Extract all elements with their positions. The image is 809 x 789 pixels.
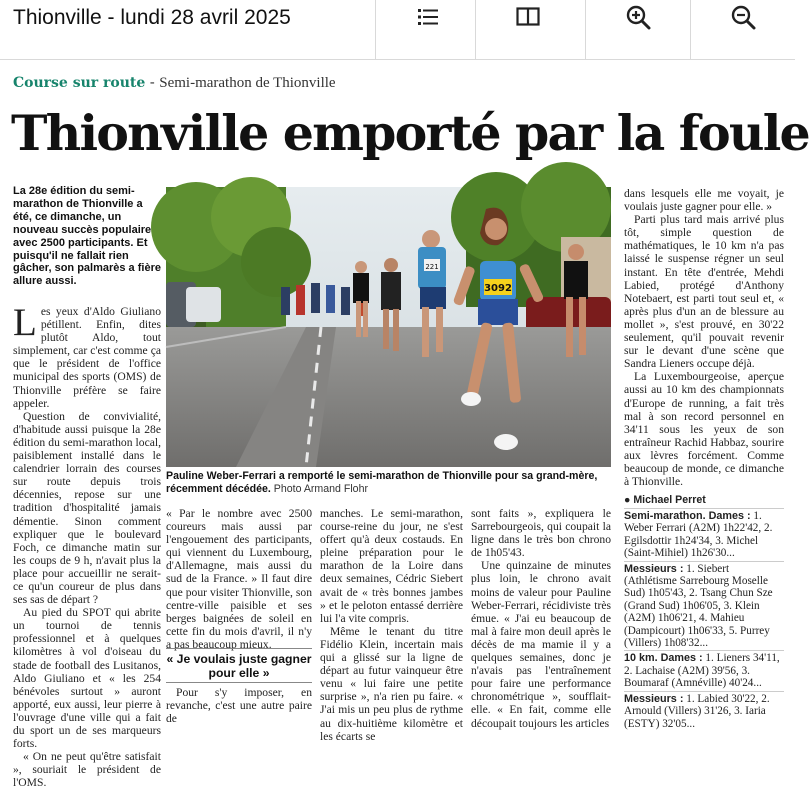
top-toolbar [0, 0, 795, 60]
caption-text: Pauline Weber-Ferrari a remporté le semi-marathon de Thionville pour sa grand-mère, récemment décédée. [166, 470, 598, 495]
zoom-out-icon [730, 4, 756, 30]
drop-cap: L [13, 301, 37, 344]
zoom-in-button[interactable] [585, 0, 690, 60]
paragraph: dans lesquels elle me voyait, je voulais juste gagner pour elle. » [624, 187, 784, 214]
paragraph: Parti plus tard mais arrivé plus tôt, simple question de mathématiques, le 10 km n'a pas laissé le suspense régner un seul instant. En tête d'entrée, Mehdi Labied, protégé d'Anthony Notebaert, est parti tout seul et, « après plus d'un an de blessure au mollet », s'est prouvé, en 30'22 seulement, qu'il pouvait revenir sur le devant d'une scène que Sandra Lieners occupe déjà. [624, 213, 784, 371]
photo-credit: Photo Armand Flohr [273, 483, 368, 495]
article-lead: La 28e édition du semi-marathon de Thionville a été, ce dimanche, un nouveau succès populaire avec 2500 participants. Et puisqu'il ne fallait rien gâcher, son palmarès a fière allure aussi. [13, 185, 161, 288]
paragraph: « Par le nombre avec 2500 coureurs mais aussi par l'engouement des participants, qui viennent du Luxembourg, d'Allemagne, mais aussi du sud de la France. » Il faut dire que pour visiter Thionville, son centre-ville paisible et ses berges baignées de soleil en cette fin du mois d'avril, il n'y a pas beaucoup mieux. [166, 507, 312, 651]
rubric-separator: - [145, 75, 160, 91]
paragraph: Au pied du SPOT qui abrite un tournoi de tennis professionnel et à quelques kilomètres à vol d'oiseau du stade de football des Lusitanos, Aldo Giuliano et « les 254 bénévoles surtout » auront apporté, eux aussi, leur pierre à l'ouvrage d'une ville qui a fait du sport un de ses marqueurs forts. [13, 606, 161, 751]
paragraph: La Luxembourgeoise, aperçue aussi au 10 km des championnats d'Europe de running, a fait très mal à son record personnel en 34'11 sous les yeux de son entraîneur Rachid Habbaz, sourire aux lèvres forcément. Comme beaucoup de monde, ce dimanche à Thionville. [624, 370, 784, 489]
result-label: Messieurs : [624, 692, 684, 705]
column-4 [471, 507, 611, 730]
pull-quote: « Je voulais juste gagner pour elle » [166, 648, 312, 683]
column-5 [624, 187, 784, 488]
column-2-end [166, 686, 312, 725]
book-icon [515, 4, 541, 30]
paragraph: Même le tenant du titre Fidélio Klein, incertain mais qui a glissé sur la ligne de départ au futur vainqueur être venu « lui faire une petite surprise », n'a rien pu faire. « J'ai mis un peu plus de rythme au dix-huitième kilomètre et les écarts se [320, 624, 463, 743]
result-label: 10 km. Dames : [624, 652, 703, 665]
edition-date: Thionville - lundi 28 avril 2025 [13, 6, 291, 29]
bib-3092: 3092 [484, 283, 512, 294]
divider [624, 508, 784, 509]
paragraph: Les yeux d'Aldo Giuliano pétillent. Enfin, dites plutôt Aldo, tout simplement, car c'est comme ça que le président de l'office municipal des sports (OMS) de Thionville préfère se faire appeler. [13, 301, 161, 410]
result-entry: 10 km. Dames : 1. Lieners 34'11, 2. Lachaise (A2M) 39'56, 3. Boumaraf (Amnéville) 40'24... [624, 652, 780, 690]
rubric-label: Course sur route [13, 75, 146, 91]
runners-illustration [166, 187, 611, 467]
article-kicker [13, 75, 336, 92]
results-box [624, 494, 784, 730]
zoom-out-button[interactable] [690, 0, 795, 60]
divider [624, 650, 784, 651]
result-entry: Messieurs : 1. Siebert (Athlétisme Sarrebourg Moselle Sud) 1h05'43, 2. Tsang Chun Sze (Grand Sud) 1h06'05, 3. Klein (A2M) 1h06'21, 4. Mahieu (Dampicourt) 1h06'33, 5. Purrey (Villers) 1h08'32... [624, 562, 773, 650]
result-label: Semi-marathon. Dames : [624, 510, 751, 522]
column-2 [166, 507, 312, 651]
photo-caption [166, 470, 611, 496]
article-photo[interactable] [166, 187, 611, 467]
paragraph: Une quinzaine de minutes plus loin, le chrono avait moins de valeur pour Pauline Weber-Ferrari, récidiviste très émue. « J'ai eu beaucoup de mal à faire mon deuil après le décès de ma mamie il y a quelques semaines, donc je n'avais pas l'entraînement pour faire une performance chronométrique », soufflait-elle. « En fait, comme elle découpait toujours les articles [471, 559, 611, 730]
paragraph: sont faits », expliquera le Sarrebourgeois, qui coupait la ligne dans le très bon chrono de 1h05'43. [471, 507, 611, 560]
subrubric-label: Semi-marathon de Thionville [159, 75, 336, 91]
column-3 [320, 507, 463, 743]
article-headline: Thionville emporté par la foule [11, 104, 809, 162]
bib-221: 221 [425, 263, 439, 271]
result-entry: Semi-marathon. Dames : 1. Weber Ferrari (A2M) 1h22'42, 2. Egilsdottir 1h24'34, 3. Michel (Saint-Mihiel) 1h26'30... [624, 510, 773, 560]
divider [624, 691, 784, 692]
paragraph: Question de convivialité, d'habitude aussi puisque la 28e édition du semi-marathon local, paisiblement installé dans le calendrier lorrain des courses sur route depuis trois décennies, repose sur une tradition d'hospitalité jamais démentie. Sinon comment expliquer que le boulevard Foch, ce dimanche matin sur les coups de 9 h, n'avait plus la place pour accueillir ne serait-ce qu'un coureur de plus dans ses sas de départ ? [13, 409, 161, 607]
divider [624, 561, 784, 562]
result-entry: Messieurs : 1. Labied 30'22, 2. Arnould (Villers) 31'26, 3. Iaria (ESTY) 32'05... [624, 692, 770, 730]
column-1 [13, 301, 161, 789]
author-signature: ● Michael Perret [624, 494, 706, 506]
paragraph: manches. Le semi-marathon, course-reine du jour, ne s'est offert qu'à deux costauds. En pleine préparation pour le marathon de la Loire dans deux semaines, Cédric Siebert avait de « très bonnes jambes » et le peloton entassé derrière lui l'a vite compris. [320, 507, 463, 625]
paragraph: « On ne peut qu'être satisfait », souriait le président de l'OMS. [13, 750, 161, 789]
paragraph: Pour s'y imposer, en revanche, c'est une autre paire de [166, 686, 312, 726]
summary-button[interactable] [375, 0, 480, 60]
list-icon [415, 4, 441, 30]
reading-mode-button[interactable] [475, 0, 580, 60]
zoom-in-icon [625, 4, 651, 30]
result-label: Messieurs : [624, 562, 684, 575]
